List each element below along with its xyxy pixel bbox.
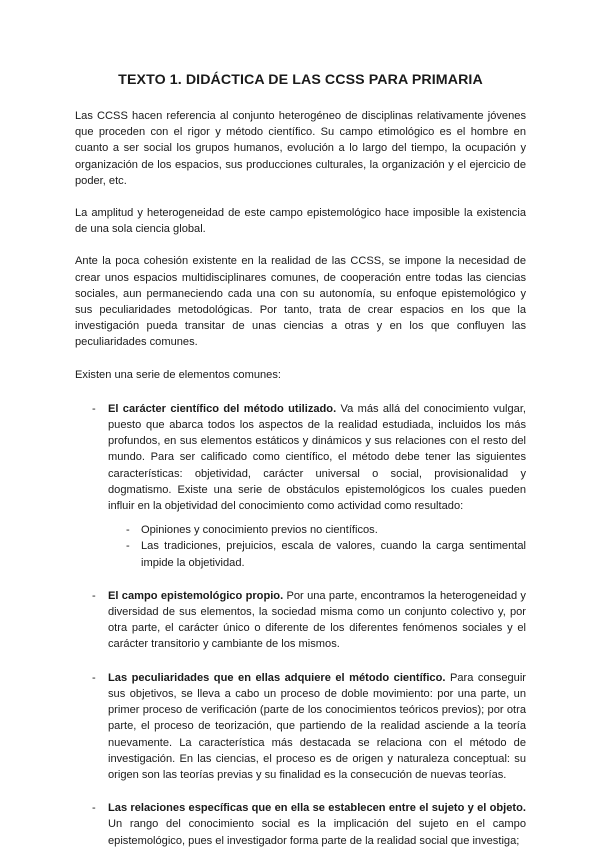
paragraph-1: Las CCSS hacen referencia al conjunto heterogéneo de disciplinas relativamente jóvenes que proceden con el rigor y método científico. Su campo etimológico es el hombre en cuanto a ser social los grupos humanos, evolución a lo largo del tiempo, la ocupación y organización de los espacios, sus producciones culturales, la organización y el ejercicio de poder, etc.: [75, 110, 526, 187]
item-title: El campo epistemológico propio.: [108, 589, 287, 602]
list-item-field: [75, 588, 526, 653]
page-title: TEXTO 1. DIDÁCTICA DE LAS CCSS PARA PRIMARIA: [118, 72, 483, 88]
list-item-peculiarities: [75, 670, 526, 783]
obstacles-sublist: [108, 522, 526, 571]
list-item-relations: [75, 800, 526, 849]
item-text: Va más allá del conocimiento vulgar, puesto que abarca todos los aspectos de la realidad estudiada, incluidos los más profundos, en sus elementos estáticos y dinámicos y sus relaciones con el resto del mundo. Para ser calificado como científico, el método debe tener las siguientes características: objetividad, carácter universal o social, provisionalidad y dogmatismo. Existe una serie de obstáculos epistemológicos los cuales pueden influir en la objetividad del conocimiento como actividad como resultado:: [108, 402, 526, 513]
item-text: Por una parte, encontramos la heterogeneidad y diversidad de sus elementos, la sociedad misma como un conjunto colectivo y, por otra parte, el carácter único o diferente de los diferentes fenómenos sociales y el carácter transitorio y cambiante de los mismos.: [108, 589, 526, 651]
list-intro: Existen una serie de elementos comunes:: [75, 368, 281, 381]
common-elements-list: [75, 401, 526, 849]
item-text: Un rango del conocimiento social es la implicación del sujeto en el campo epistemológico, pues el investigador forma parte de la realidad social que investiga;: [108, 818, 526, 847]
sublist-item: - Las tradiciones, prejuicios, escala de valores, cuando la carga sentimental impide la objetividad.: [108, 538, 526, 570]
item-title: Las peculiaridades que en ellas adquiere el método científico.: [108, 671, 450, 684]
sublist-item: - Opiniones y conocimiento previos no científicos.: [108, 522, 526, 538]
item-title: Las relaciones específicas que en ella se establecen entre el sujeto y el objeto.: [108, 802, 526, 815]
item-text: Para conseguir sus objetivos, se lleva a cabo un proceso de doble movimiento: por una parte, un primer proceso de verificación (parte de los conocimientos teóricos previos); por otra parte, el proceso de teorización, que partiendo de la realidad asciende a la teoría nuevamente. La característica más destacada se relaciona con el método de investigación. En las ciencias, el proceso es de origen y naturaleza conceptual: su origen son las teorías previas y su finalidad es la consecución de nuevas teorías.: [108, 671, 527, 781]
item-title: El carácter científico del método utilizado.: [108, 402, 341, 415]
list-item-method: [75, 401, 526, 571]
paragraph-2: La amplitud y heterogeneidad de este campo epistemológico hace imposible la existencia de una sola ciencia global.: [75, 207, 526, 236]
paragraph-3: Ante la poca cohesión existente en la realidad de las CCSS, se impone la necesidad de crear unos espacios multidisciplinares comunes, de cooperación entre todas las ciencias sociales, aun permaneciendo cada una con su autonomía, su enfoque epistemológico y sus peculiaridades metodológicas. Por tanto, trata de crear espacios en los que la investigación pueda transitar de unas ciencias a otras y en los que confluyen las peculiaridades comunes.: [75, 255, 526, 349]
